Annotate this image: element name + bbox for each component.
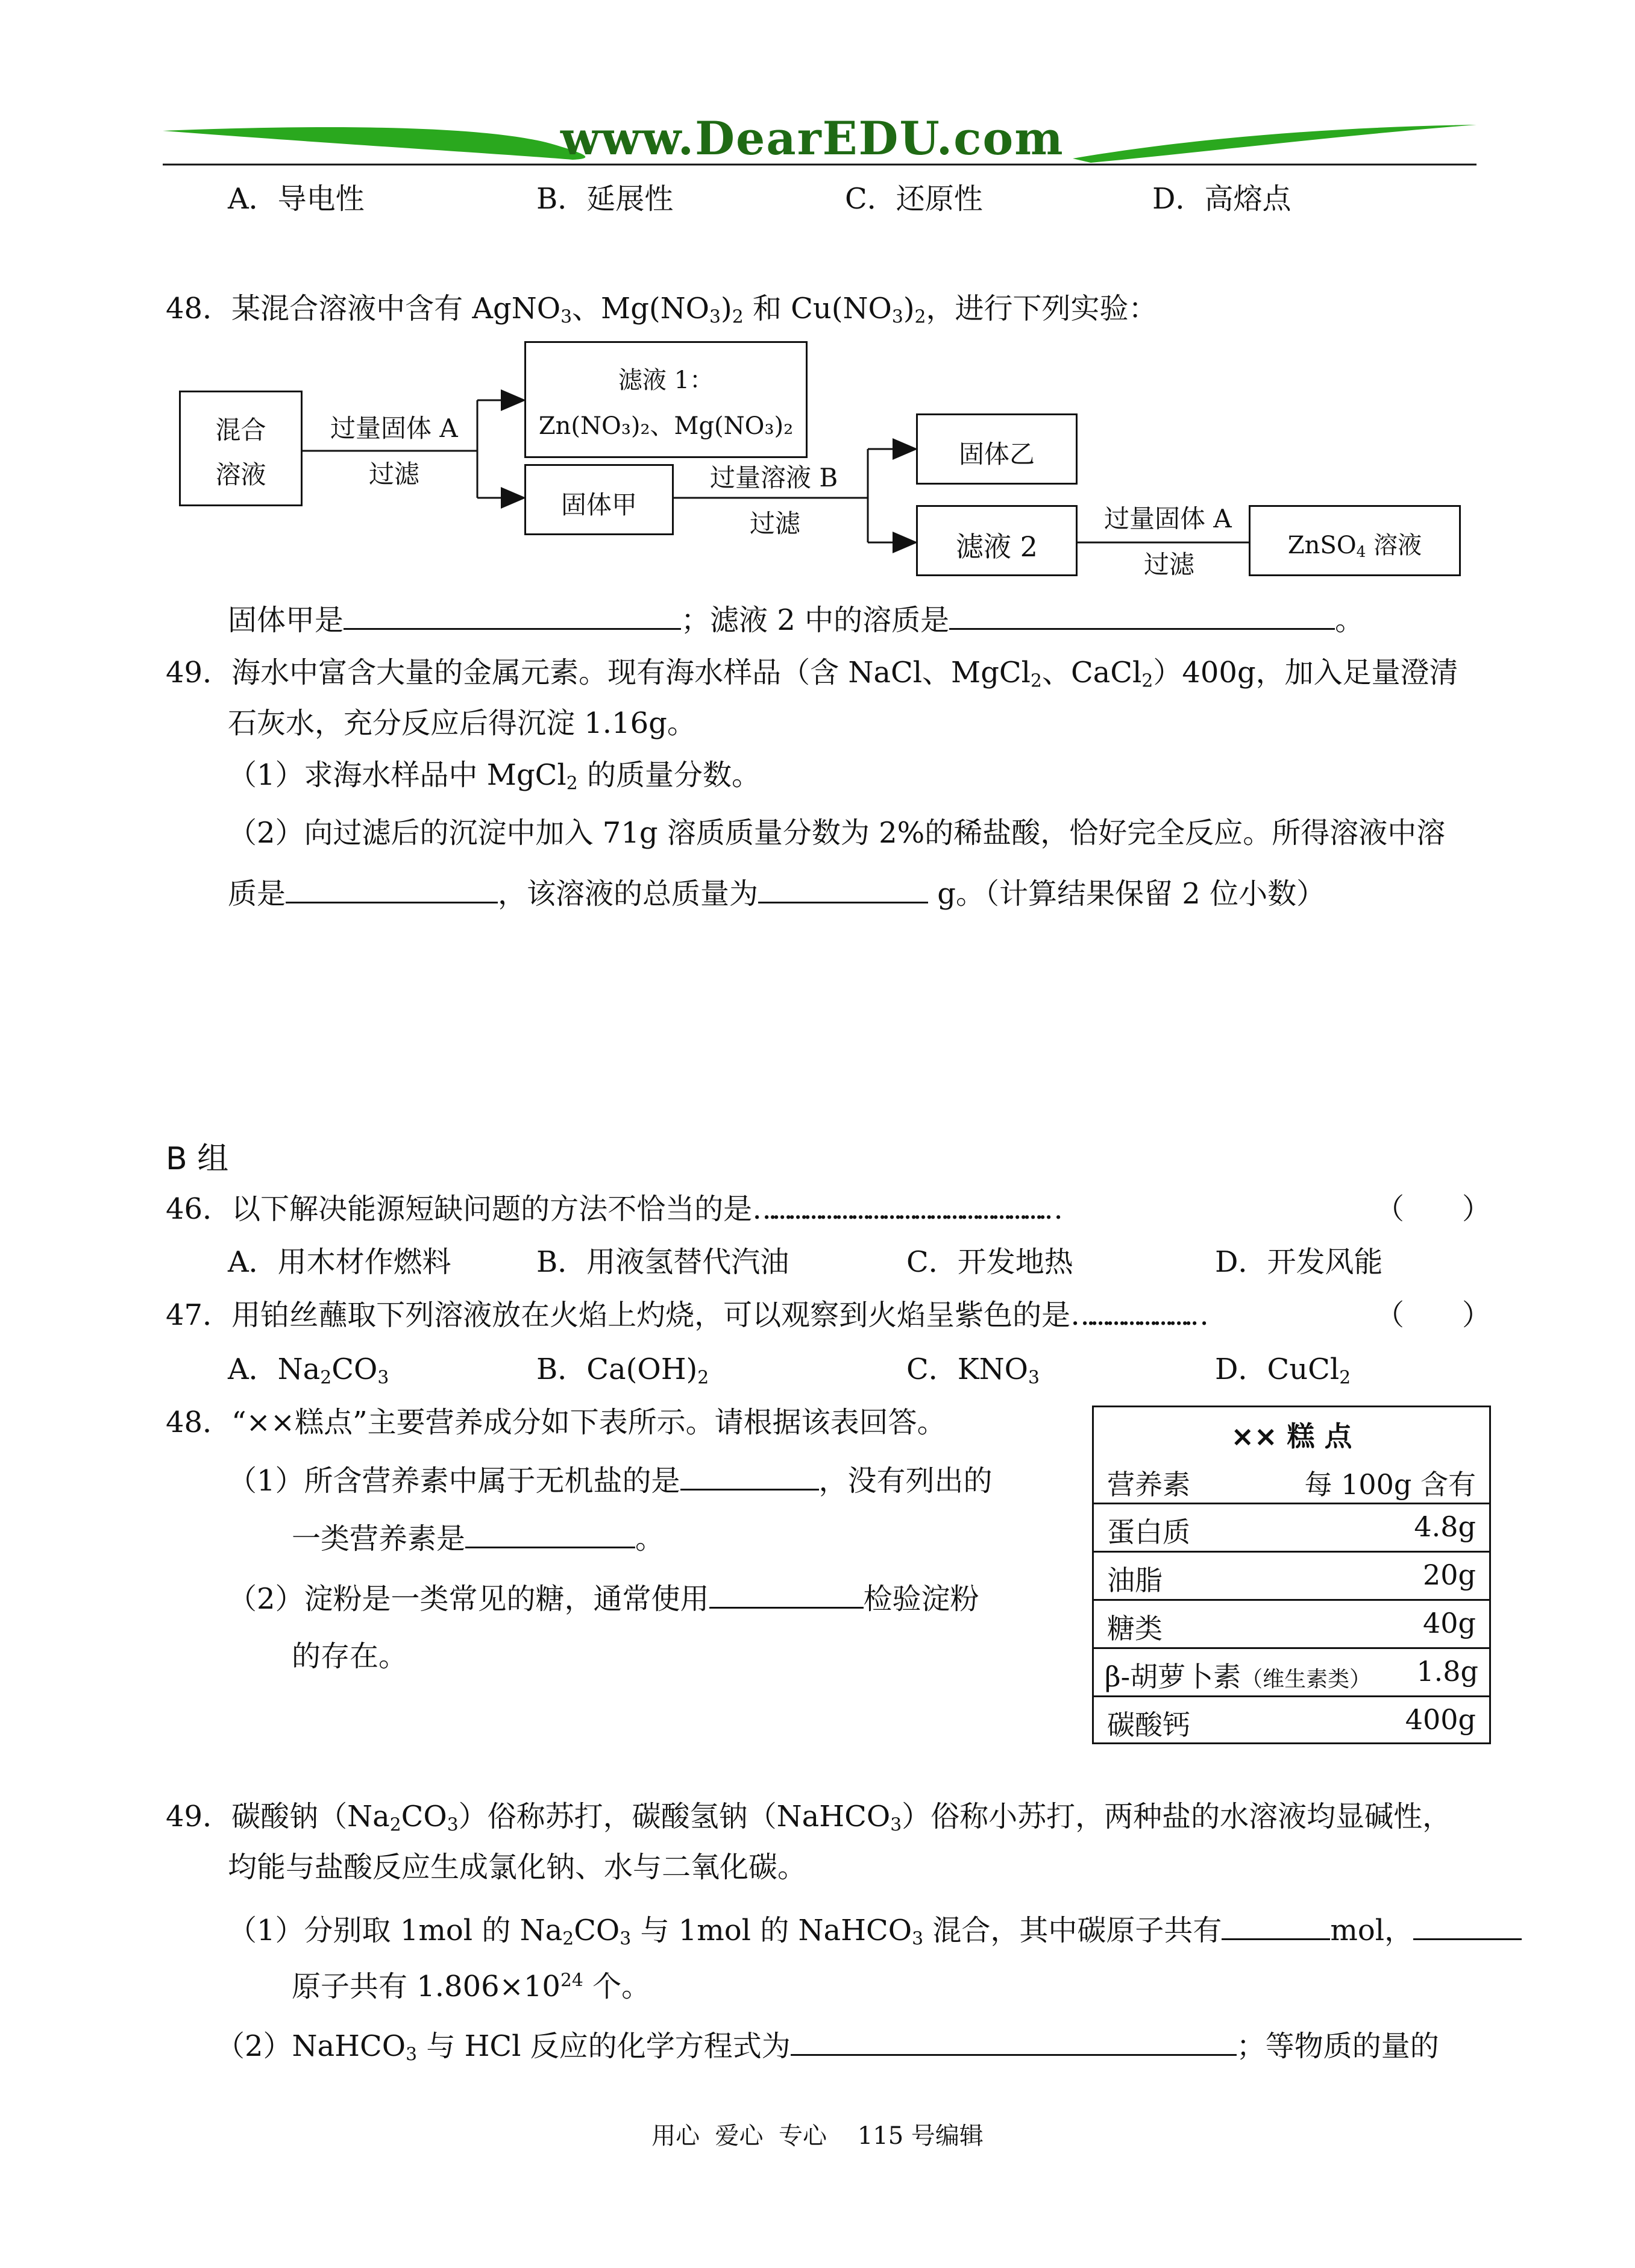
b-q49-part1-line2-a: 原子共有 1.806×10 <box>292 1970 560 2003</box>
b-q48-blank-reagent[interactable] <box>709 1580 864 1609</box>
q48-text-c: 和 Cu(NO <box>752 292 892 325</box>
q48-answer-c: 。 <box>1335 603 1364 637</box>
b-q47 <box>166 1297 1196 1333</box>
page-footer: 用心 爱心 专心 115 号编辑 <box>651 2122 984 2150</box>
arrow3-label-bottom: 过滤 <box>1144 550 1195 579</box>
b-q49-line1-a: 碳酸钠（Na <box>231 1800 390 1833</box>
b-q46-option-a: A．用木材作燃料 <box>228 1245 451 1279</box>
q49-part1: （1）求海水样品中 MgCl$_2$ 的质量分数。 <box>228 758 761 794</box>
b-q48-number: 48． <box>166 1406 232 1439</box>
b-q49-line1-d: ）俗称小苏打，两种盐的水溶液均显碱性， <box>902 1800 1452 1833</box>
box-filtrate1-content: Zn(NO₃)₂、Mg(NO₃)₂ <box>538 412 794 440</box>
box-filtrate1-title: 滤液 1： <box>618 366 714 394</box>
b-q48-part2-b: 检验淀粉 <box>863 1582 979 1616</box>
q47-option-c: C．还原性 <box>845 182 983 216</box>
q49-part1-a: （1）求海水样品中 MgCl <box>228 758 566 792</box>
nutrition-header-per100g: 每 100g 含有 <box>1304 1468 1476 1501</box>
b-q49-line2: 均能与盐酸反应生成氯化钠、水与二氧化碳。 <box>228 1850 807 1884</box>
b-q48-part2-a: （2）淀粉是一类常见的糖，通常使用 <box>228 1582 709 1616</box>
nutrition-row-name: 糖类 <box>1107 1612 1163 1645</box>
nutrition-row-name: 油脂 <box>1107 1564 1163 1597</box>
nutrition-row-value: 40g <box>1423 1607 1476 1639</box>
b-q47-text: 用铂丝蘸取下列溶液放在火焰上灼烧，可以观察到火焰呈紫色的是 <box>231 1298 1071 1332</box>
b-q49-part2-c: ；等物质的量的 <box>1236 2029 1439 2063</box>
b-q48 <box>166 1404 946 1440</box>
q48-blank-solid-jia[interactable] <box>344 602 681 630</box>
q49-line1-c: ）400g，加入足量澄清 <box>1153 656 1458 690</box>
b-q48-part2 <box>228 1580 979 1617</box>
b-q47-option-a: A．$Na_2CO_3$ <box>228 1352 389 1389</box>
b-q47-dots: …………………… <box>1070 1298 1196 1332</box>
q48-question: 48．某混合溶液中含有 AgNO$_3$、$Mg(NO_3)_2$ 和 $Cu(NO_3)_2$，进行下列实验： <box>166 292 1158 328</box>
b-q49-blank-equation[interactable] <box>791 2028 1237 2056</box>
b-q47-opt-b-1: B．Ca(OH) <box>536 1352 698 1386</box>
b-q49-part1: （1）分别取 1mol 的 $Na_2CO_3$ 与 1mol 的 NaHCO$_3$ 混合，其中碳原子共有 mol， <box>228 1912 1522 1949</box>
b-q47-opt-d-1: D．CuCl <box>1215 1352 1340 1386</box>
b-q49-part1-e: mol， <box>1330 1914 1414 1947</box>
q49-blank-solute[interactable] <box>286 875 498 903</box>
b-q47-opt-a-2: CO <box>331 1352 378 1386</box>
q47-option-a: A．导电性 <box>228 182 365 216</box>
arrow1-label-bottom: 过滤 <box>369 459 420 489</box>
q49-blank-mass[interactable] <box>758 875 928 903</box>
nutrition-row <box>1094 1695 1489 1742</box>
b-q48-part1-a: （1）所含营养素中属于无机盐的是 <box>228 1464 680 1498</box>
q47-option-d: D．高熔点 <box>1152 182 1291 216</box>
b-q49-part1-line2 <box>292 1968 650 2005</box>
arrow3-label-top: 过量固体 A <box>1104 504 1232 533</box>
box-solid-yi <box>916 413 1078 485</box>
znso4-formula: ZnSO <box>1287 532 1357 559</box>
b-q49-exponent: 24 <box>560 1970 583 1991</box>
q49-line1: 49．海水中富含大量的金属元素。现有海水样品（含 NaCl、MgCl$_2$、CaCl$_2$）400g，加入足量澄清 <box>166 656 1458 692</box>
q49-part2-line2 <box>228 875 1325 912</box>
q49-part2-line1: （2）向过滤后的沉淀中加入 71g 溶质质量分数为 2%的稀盐酸，恰好完全反应。所得溶液中溶 <box>228 816 1446 850</box>
b-q49-blank-element[interactable] <box>1413 1912 1522 1940</box>
nutrition-table-title: ×× 糕 点 <box>1231 1420 1352 1453</box>
q49-line2: 石灰水，充分反应后得沉淀 1.16g。 <box>228 706 696 740</box>
box-mixture-line2: 溶液 <box>215 460 266 489</box>
box-mixture-line1: 混合 <box>215 415 266 445</box>
box-mixture <box>179 391 303 506</box>
arrow2-label-bottom: 过滤 <box>750 509 801 538</box>
nutrition-row-name: 碳酸钙 <box>1107 1709 1190 1741</box>
q49-line1-b: 、CaCl <box>1041 656 1142 690</box>
b-q46-option-c: C．开发地热 <box>906 1245 1073 1279</box>
b-q49-part1-b: CO <box>574 1914 620 1947</box>
nutrition-table-title-row <box>1094 1407 1489 1457</box>
arrow1-label-top: 过量固体 A <box>330 413 458 443</box>
q49-number: 49． <box>166 656 232 690</box>
b-q46-dots: ………………………………………………… <box>752 1192 1050 1226</box>
b-q49-line1-b: CO <box>401 1800 447 1833</box>
b-q46-paren: （ ） <box>1375 1192 1492 1226</box>
b-q48-part1 <box>228 1462 993 1499</box>
b-q49-part1-a: （1）分别取 1mol 的 Na <box>228 1914 563 1947</box>
b-q46-text: 以下解决能源短缺问题的方法不恰当的是 <box>231 1192 753 1226</box>
nutrition-row-name: β-胡萝卜素 <box>1105 1660 1241 1693</box>
b-q48-part1-line2-a: 一类营养素是 <box>292 1522 466 1556</box>
nutrition-table-header-row <box>1094 1457 1489 1503</box>
b-q49-part1-d: 混合，其中碳原子共有 <box>932 1914 1222 1947</box>
b-q46-option-d: D．开发风能 <box>1215 1245 1383 1279</box>
b-q49-line1: 49．碳酸钠$(Na_2CO_3)$俗称苏打，碳酸氢钠（NaHCO$_3$）俗称小苏打，两种盐的水溶液均显碱性， <box>166 1800 1452 1836</box>
b-q48-part1-line2 <box>292 1520 664 1557</box>
b-q47-opt-c-1: C．KNO <box>906 1352 1028 1386</box>
b-q49-part2-a: （2）NaHCO <box>216 2029 406 2063</box>
nutrition-row <box>1094 1503 1489 1551</box>
b-q48-blank-inorganic-salt[interactable] <box>680 1462 819 1491</box>
b-q47-opt-a-1: A．Na <box>228 1352 321 1386</box>
q48-number: 48． <box>166 292 232 325</box>
nutrition-table <box>1092 1406 1491 1744</box>
b-q49-blank-carbon-mol[interactable] <box>1222 1912 1330 1940</box>
nutrition-row-value: 1.8g <box>1416 1655 1478 1688</box>
q48-blank-filtrate2[interactable] <box>949 602 1335 630</box>
nutrition-row-name-group <box>1105 1655 1371 1695</box>
b-q49-line1-c: ）俗称苏打，碳酸氢钠（NaHCO <box>458 1800 891 1833</box>
q48-text-b: 、Mg(NO <box>572 292 710 325</box>
b-q47-paren: （ ） <box>1375 1298 1492 1332</box>
q49-part2-c: g。（计算结果保留 2 位小数） <box>937 877 1326 911</box>
nutrition-row-value: 20g <box>1423 1559 1476 1591</box>
q48-answer-a: 固体甲是 <box>228 603 344 637</box>
b-q48-part2-line2: 的存在。 <box>292 1639 408 1673</box>
b-q49-part2-b: 与 HCl 反应的化学方程式为 <box>426 2029 791 2063</box>
nutrition-row-value: 400g <box>1405 1703 1476 1736</box>
nutrition-row-name: 蛋白质 <box>1107 1516 1190 1548</box>
q49-line1-a: 海水中富含大量的金属元素。现有海水样品（含 NaCl、MgCl <box>231 656 1031 690</box>
b-q48-blank-missing-nutrient[interactable] <box>465 1520 635 1548</box>
box-solid-jia-label: 固体甲 <box>560 490 637 520</box>
b-q47-option-b: B．$Ca(OH)_2$ <box>536 1352 709 1389</box>
q49-part2-a: 质是 <box>228 877 286 911</box>
box-filtrate2-label: 滤液 2 <box>956 530 1038 563</box>
nutrition-row <box>1094 1551 1489 1599</box>
b-q49-number: 49． <box>166 1800 232 1833</box>
group-b-title: B 组 <box>166 1141 229 1177</box>
arrow2-label-top: 过量溶液 B <box>710 463 838 492</box>
nutrition-row-note: （维生素类） <box>1241 1667 1372 1692</box>
box-filtrate1 <box>524 341 808 458</box>
box-filtrate2 <box>916 505 1078 576</box>
b-q46 <box>166 1191 1050 1227</box>
nutrition-row <box>1094 1647 1489 1695</box>
nutrition-row-value: 4.8g <box>1414 1510 1476 1543</box>
q48-text-a: 某混合溶液中含有 AgNO <box>231 292 561 325</box>
b-q49-part2: （2）NaHCO$_3$ 与 HCl 反应的化学方程式为 ；等物质的量的 <box>216 2028 1439 2064</box>
box-solid-jia <box>524 464 674 535</box>
b-q47-option-c: C．$KNO_3$ <box>906 1352 1040 1389</box>
q49-part2-b: ，该溶液的总质量为 <box>498 877 759 911</box>
b-q49-part1-c: 与 1mol 的 NaHCO <box>640 1914 912 1947</box>
nutrition-header-nutrient: 营养素 <box>1107 1468 1190 1501</box>
q48-answer-b: ；滤液 2 中的溶质是 <box>681 603 950 637</box>
q47-option-b: B．延展性 <box>536 182 674 216</box>
b-q49-part1-line2-b: 个。 <box>592 1970 651 2003</box>
b-q46-option-b: B．用液氢替代汽油 <box>536 1245 789 1279</box>
b-q48-text: “××糕点”主要营养成分如下表所示。请根据该表回答。 <box>231 1406 946 1439</box>
q48-answer-line <box>228 602 1364 638</box>
b-q48-part1-line2-b: 。 <box>635 1522 665 1556</box>
box-solid-yi-label: 固体乙 <box>958 439 1035 469</box>
q48-text-d: ，进行下列实验： <box>926 292 1158 325</box>
b-q48-part1-b: ，没有列出的 <box>818 1464 993 1498</box>
box-znso4 <box>1249 505 1461 576</box>
nutrition-row <box>1094 1599 1489 1647</box>
b-q47-number: 47． <box>166 1298 232 1332</box>
b-q47-option-d: D．CuCl$_2$ <box>1215 1352 1351 1389</box>
znso4-suffix: 溶液 <box>1373 532 1422 559</box>
box-znso4-label: ZnSO$_4$ 溶液 <box>1287 532 1422 561</box>
b-q46-number: 46． <box>166 1192 232 1226</box>
site-logo: www.DearEDU.com <box>560 112 1064 165</box>
q49-part1-b: 的质量分数。 <box>586 758 761 792</box>
